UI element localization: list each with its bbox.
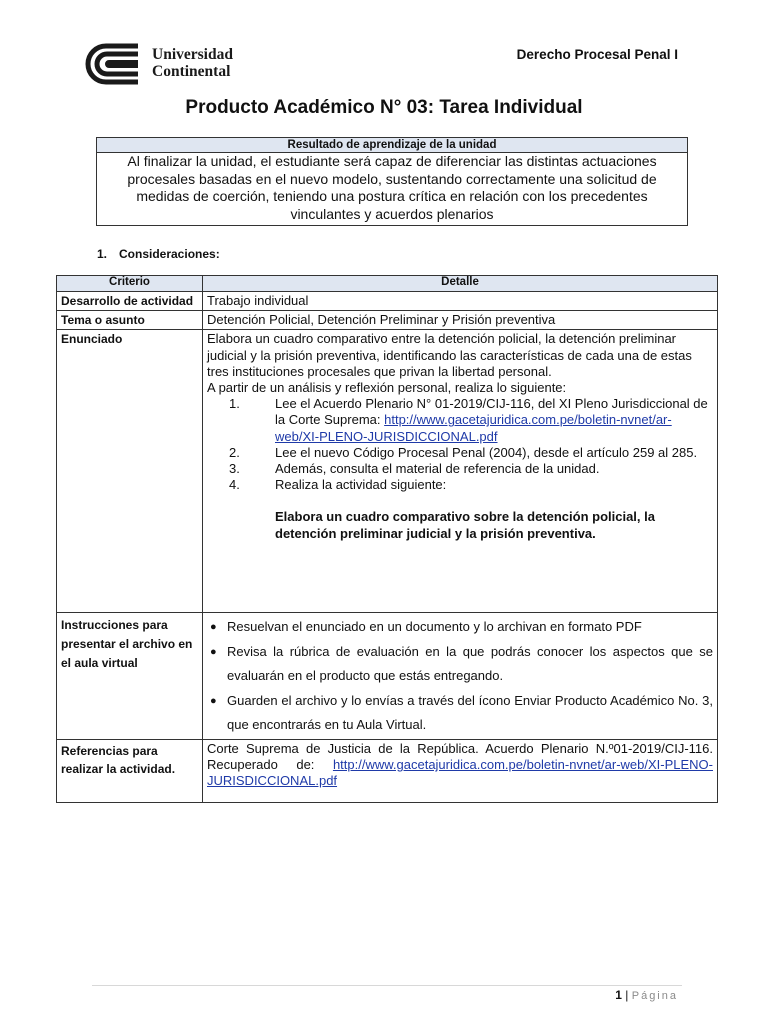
page-word: Página	[631, 990, 678, 1002]
learning-outcome-text: Al finalizar la unidad, el estudiante será capaz de diferenciar las distintas actuaciones procesales basadas en el nuevo modelo, sustentando correctamente una solicitud de medidas de coerción, teniendo una postura crítica en relación con los precedentes vinculantes y acuerdos plenarios	[127, 153, 657, 222]
page-number: 1	[615, 988, 622, 1002]
bullet-text: Revisa la rúbrica de evaluación en la que podrás conocer los aspectos que se evaluarán en el producto que estás entregando.	[227, 643, 713, 684]
table-header-row	[57, 276, 718, 292]
logo-line-1: Universidad	[152, 46, 233, 63]
university-logo	[84, 42, 244, 86]
list-item	[207, 640, 713, 689]
learning-outcome-heading: Resultado de aprendizaje de la unidad	[97, 138, 687, 153]
reference-text: Corte Suprema de Justicia de la República. Acuerdo Plenario N.º01-2019/CIJ-116. Recuperado de:	[207, 740, 713, 773]
row-detail	[203, 739, 718, 802]
table-row	[57, 311, 718, 330]
page-header	[84, 40, 684, 88]
header-detalle: Detalle	[203, 276, 718, 292]
university-logo-icon	[84, 42, 146, 86]
criteria-table	[56, 275, 718, 803]
list-item	[207, 461, 713, 477]
item-number: 3.	[229, 461, 240, 477]
row-label: Desarrollo de actividad	[57, 292, 203, 311]
row-label: Referencias para realizar la actividad.	[57, 739, 203, 802]
bullet-text: Guarden el archivo y lo envías a través del ícono Enviar Producto Académico No. 3, que encontrarás en tu Aula Virtual.	[227, 692, 713, 733]
item-number: 2.	[229, 444, 240, 460]
list-item	[207, 689, 713, 738]
logo-line-2: Continental	[152, 63, 231, 80]
bullet-icon: ●	[210, 645, 217, 658]
section-number: 1.	[97, 247, 108, 261]
bullet-icon: ●	[210, 621, 217, 634]
table-row	[57, 613, 718, 740]
page-footer	[615, 988, 678, 1002]
list-item	[207, 396, 713, 445]
logo-text	[152, 46, 233, 80]
list-item	[207, 615, 713, 640]
footer-divider	[92, 985, 682, 986]
enunciado-lead: A partir de un análisis y reflexión personal, realiza lo siguiente:	[207, 380, 567, 396]
task-statement: Elabora un cuadro comparativo sobre la detención policial, la detención preliminar judicial y la prisión preventiva.	[275, 509, 655, 541]
item-number: 1.	[229, 396, 240, 412]
item-text: Realiza la actividad siguiente:	[275, 477, 447, 493]
row-label: Instrucciones para presentar el archivo en el aula virtual	[57, 613, 203, 740]
section-heading	[97, 247, 220, 261]
row-detail: Trabajo individual	[203, 292, 718, 311]
section-title: Consideraciones:	[119, 247, 220, 261]
table-row	[57, 330, 718, 613]
course-name: Derecho Procesal Penal I	[516, 47, 678, 62]
reference-link[interactable]: http://www.gacetajuridica.com.pe/boletin-nvnet/ar-web/XI-PLENO-JURISDICCIONAL.pdf	[207, 757, 713, 789]
header-criterio: Criterio	[57, 276, 203, 292]
list-item	[207, 477, 713, 493]
page-title: Producto Académico N° 03: Tarea Individual	[185, 97, 583, 118]
row-label: Enunciado	[57, 330, 203, 613]
table-row	[57, 739, 718, 802]
row-detail: Detención Policial, Detención Preliminar y Prisión preventiva	[203, 311, 718, 330]
list-item	[207, 445, 713, 461]
table-row	[57, 292, 718, 311]
bullet-icon: ●	[210, 694, 217, 707]
acuerdo-plenario-link[interactable]: http://www.gacetajuridica.com.pe/boletin-nvnet/ar-web/XI-PLENO-JURISDICCIONAL.pdf	[275, 412, 672, 444]
steps-list	[207, 396, 713, 493]
row-detail	[203, 330, 718, 613]
item-number: 4.	[229, 477, 240, 493]
item-text: Lee el Acuerdo Plenario N° 01-2019/CIJ-116, del XI Pleno Jurisdiccional de la Corte Suprema:	[275, 396, 708, 428]
page-separator: |	[625, 988, 629, 1002]
row-detail	[203, 613, 718, 740]
item-text: Además, consulta el material de referencia de la unidad.	[275, 461, 600, 477]
instructions-list	[207, 615, 713, 738]
row-label: Tema o asunto	[57, 311, 203, 330]
learning-outcome-box	[96, 137, 688, 226]
bullet-text: Resuelvan el enunciado en un documento y lo archivan en formato PDF	[227, 619, 642, 635]
item-text: Lee el nuevo Código Procesal Penal (2004), desde el artículo 259 al 285.	[275, 444, 698, 460]
enunciado-intro: Elabora un cuadro comparativo entre la detención policial, la detención preliminar judicial y la prisión preventiva, identificando las características de cada una de estas tres instituciones procesales que privan la libertad personal.	[207, 331, 692, 379]
